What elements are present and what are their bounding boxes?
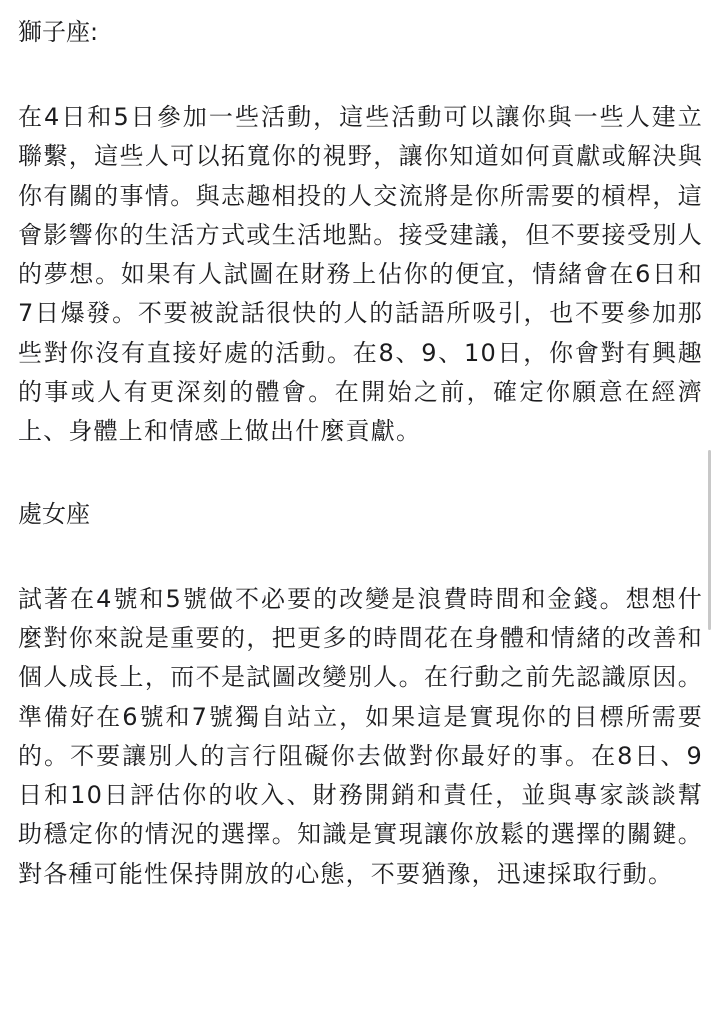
section-body-leo: 在4日和5日參加一些活動，這些活動可以讓你與一些人建立聯繫，這些人可以拓寬你的視野，讓你知道如何貢獻或解決與你有關的事情。與志趣相投的人交流將是你所需要的槓桿，這會影響你的生活方式或生活地點。接受建議，但不要接受別人的夢想。如果有人試圖在財務上佔你的便宜，情緒會在6日和7日爆發。不要被說話很快的人的話語所吸引，也不要參加那些對你沒有直接好處的活動。在8、9、10日，你會對有興趣的事或人有更深刻的體會。在開始之前，確定你願意在經濟上、身體上和情感上做出什麼貢獻。	[18, 103, 703, 446]
vertical-scrollbar[interactable]	[708, 450, 711, 630]
section-heading-virgo: 處女座	[18, 499, 90, 528]
section-heading-leo: 獅子座:	[18, 18, 99, 46]
section-body-virgo: 試著在4號和5號做不必要的改變是浪費時間和金錢。想想什麼對你來說是重要的，把更多的時間花在身體和情緒的改善和個人成長上，而不是試圖改變別人。在行動之前先認識原因。準備好在6號和7號獨自站立，如果這是實現你的目標所需要的。不要讓別人的言行阻礙你去做對你最好的事。在8日、9日和10日評估你的收入、財務開銷和責任，並與專家談談幫助穩定你的情況的選擇。知識是實現讓你放鬆的選擇的關鍵。對各種可能性保持開放的心態，不要猶豫，迅速採取行動。	[18, 584, 703, 888]
article-content	[18, 0, 703, 894]
